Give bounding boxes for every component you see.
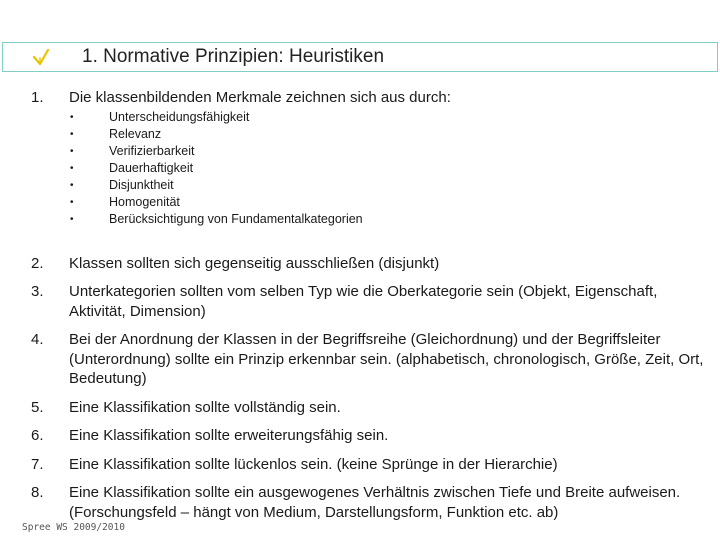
checkmark-icon: [31, 47, 51, 67]
title-bar: [2, 42, 718, 72]
sub-item-text: Disjunktheit: [109, 178, 174, 192]
item-text: Eine Klassifikation sollte lückenlos sein. (keine Sprünge in der Hierarchie): [69, 456, 558, 473]
sub-item-text: Homogenität: [109, 195, 180, 209]
footer-text: Spree WS 2009/2010: [22, 522, 125, 533]
item-text: Bei der Anordnung der Klassen in der Begriffsreihe (Gleichordnung) und der Begriffsleiter (Unterordnung) sollte ein Prinzip erkennbar sein. (alphabetisch, chronologisch, Größe, Zeit, Ort, Bedeutung): [69, 331, 704, 387]
list-item-8: [31, 483, 712, 522]
bullet: •: [70, 180, 74, 191]
item-number: 6.: [31, 427, 44, 444]
list-item-3: [31, 282, 712, 321]
bullet: •: [70, 197, 74, 208]
sub-item-text: Dauerhaftigkeit: [109, 161, 194, 175]
item-number: 1.: [31, 89, 44, 106]
item-number: 2.: [31, 255, 44, 272]
sub-item-text: Verifizierbarkeit: [109, 144, 195, 158]
list-item-4: [31, 330, 712, 389]
item-number: 5.: [31, 399, 44, 416]
sub-item-text: Relevanz: [109, 127, 162, 141]
item-number: 7.: [31, 456, 44, 473]
slide-title: 1. Normative Prinzipien: Heuristiken: [82, 46, 385, 67]
list-item-7: [31, 455, 712, 475]
sub-item-text: Unterscheidungsfähigkeit: [109, 110, 250, 124]
bullet: •: [70, 112, 74, 123]
sub-item-text: Berücksichtigung von Fundamentalkategorien: [109, 212, 363, 226]
list-item-2: [31, 254, 712, 274]
item-text: Unterkategorien sollten vom selben Typ wie die Oberkategorie sein (Objekt, Eigenschaft, Aktivität, Dimension): [69, 283, 658, 320]
item-text: Eine Klassifikation sollte erweiterungsfähig sein.: [69, 427, 389, 444]
list-item-6: [31, 426, 712, 446]
list-item-5: [31, 398, 712, 418]
bullet: •: [70, 146, 74, 157]
bullet: •: [70, 163, 74, 174]
item-text: Die klassenbildenden Merkmale zeichnen sich aus durch:: [69, 89, 451, 106]
item-number: 4.: [31, 331, 44, 348]
item-text: Eine Klassifikation sollte vollständig sein.: [69, 399, 341, 416]
bullet: •: [70, 129, 74, 140]
bullet: •: [70, 214, 74, 225]
item-number: 3.: [31, 283, 44, 300]
item-text: Klassen sollten sich gegenseitig ausschließen (disjunkt): [69, 255, 440, 272]
item-number: 8.: [31, 484, 44, 501]
list-item-1: [31, 88, 712, 108]
item-text: Eine Klassifikation sollte ein ausgewogenes Verhältnis zwischen Tiefe und Breite aufweisen. (Forschungsfeld – hängt von Medium, Darstellungsform, Funktion etc. ab): [69, 484, 681, 521]
